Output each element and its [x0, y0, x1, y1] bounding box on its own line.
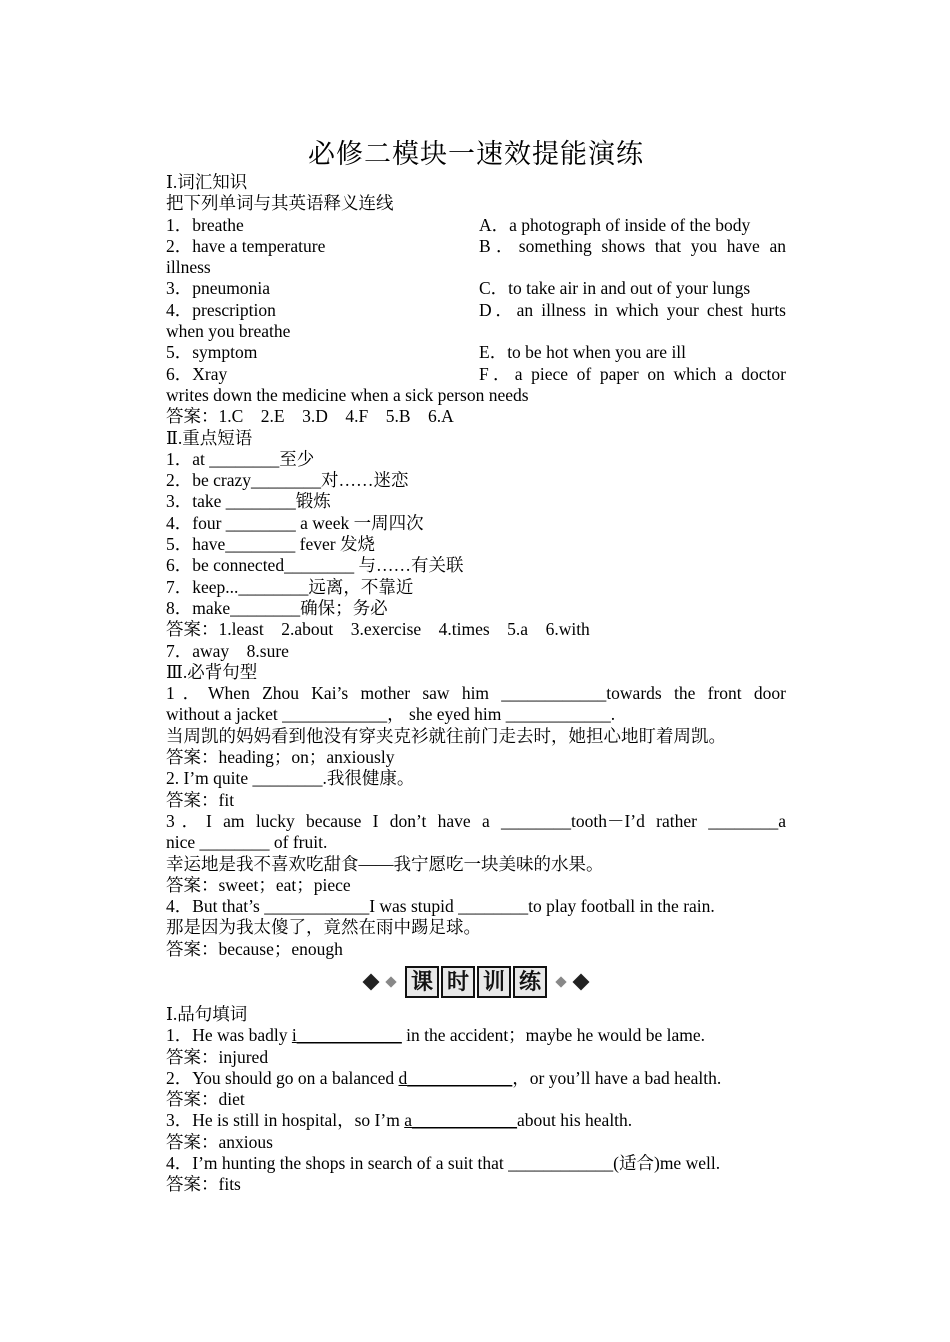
diamond-icon: [385, 976, 396, 987]
vocab-row: [166, 215, 786, 236]
phrase-item: 2．be crazy________对……迷恋: [166, 470, 409, 491]
lesson-practice-banner: [166, 960, 786, 1004]
sentence-answer: 答案：fit: [166, 789, 235, 810]
section-heading-phrases: Ⅱ.重点短语: [166, 427, 253, 448]
vocab-word: 1．breathe: [166, 214, 244, 235]
question-letter-blank: [399, 1068, 513, 1088]
phrases-answer-continued: 7．away 8.sure: [166, 640, 289, 661]
question-text: 1．He was badly: [166, 1025, 292, 1046]
document-page: [166, 136, 786, 1196]
sentence-answer: 答案：sweet；eat；piece: [166, 874, 351, 895]
hint-letter: a: [404, 1110, 412, 1131]
vocab-word: 3．pneumonia: [166, 278, 271, 299]
vocab-definition-continued: writes down the medicine when a sick person needs: [166, 384, 529, 405]
hint-letter: d: [398, 1067, 408, 1088]
section-heading-vocab: Ⅰ.词汇知识: [166, 172, 248, 192]
practice-answer: 答案：diet: [166, 1089, 245, 1110]
question-text: 3．He is still in hospital，so I’m: [166, 1110, 405, 1131]
vocab-word: 4．prescription: [166, 299, 276, 320]
vocab-row: [166, 278, 786, 299]
blank: ____________: [296, 1025, 402, 1046]
vocab-definition: B．something shows that you have an: [479, 235, 786, 256]
diamond-icon: [573, 973, 590, 990]
blank: ____________: [411, 1110, 517, 1131]
sentence-answer: 答案：heading；on；anxiously: [166, 747, 395, 768]
vocab-definition: F．a piece of paper on which a doctor: [479, 363, 786, 384]
practice-question: [166, 1110, 786, 1131]
question-letter-blank: [292, 1025, 402, 1045]
sentence-item: 3．I am lucky because I don’t have a ________tooth－I’d rather ________a: [166, 810, 786, 831]
section-heading-sentences: Ⅲ.必背句型: [166, 661, 258, 682]
sentence-translation: 当周凯的妈妈看到他没有穿夹克衫就往前门走去时，她担心地盯着周凯。: [166, 725, 726, 746]
question-text: ，or you’ll have a bad health.: [512, 1067, 722, 1088]
phrase-item: 1．at ________至少: [166, 448, 315, 469]
banner-char: 课: [405, 966, 439, 998]
blank: ____________: [407, 1067, 513, 1088]
phrases-answer: 答案：1.least 2.about 3.exercise 4.times 5.a 6.with: [166, 619, 590, 640]
question-text: about his health.: [516, 1110, 633, 1131]
sentence-translation: 幸运地是我不喜欢吃甜食——我宁愿吃一块美味的水果。: [166, 853, 604, 874]
practice-question: [166, 1025, 786, 1046]
vocab-answer: 答案：1.C 2.E 3.D 4.F 5.B 6.A: [166, 406, 454, 427]
vocab-definition: C．to take air in and out of your lungs: [479, 278, 751, 299]
phrase-item: 8．make________确保；务必: [166, 597, 388, 618]
phrase-item: 7．keep...________远离，不靠近: [166, 576, 414, 597]
phrase-item: 6．be connected________ 与……有关联: [166, 555, 464, 576]
practice-question: 4．I’m hunting the shops in search of a suit that ____________(适合)me well.: [166, 1153, 721, 1174]
vocab-word: 2．have a temperature: [166, 235, 326, 256]
vocab-definition: A．a photograph of inside of the body: [479, 214, 751, 235]
vocab-instruction: 把下列单词与其英语释义连线: [166, 193, 394, 214]
sentence-translation: 那是因为我太傻了，竟然在雨中踢足球。: [166, 917, 481, 938]
sentence-item-continued: nice ________ of fruit.: [166, 832, 328, 853]
diamond-icon: [363, 973, 380, 990]
vocab-word: 6．Xray: [166, 363, 228, 384]
vocab-definition-continued: when you breathe: [166, 321, 291, 342]
vocab-definition: E．to be hot when you are ill: [479, 342, 687, 363]
sentence-answer: 答案：because；enough: [166, 938, 343, 959]
phrase-item: 4．four ________ a week 一周四次: [166, 512, 424, 533]
practice-answer: 答案：injured: [166, 1046, 269, 1067]
practice-answer: 答案：anxious: [166, 1131, 273, 1152]
sentence-item: 1．When Zhou Kai’s mother saw him ____________towards the front door: [166, 683, 786, 704]
page-title: 必修二模块一速效提能演练: [308, 139, 644, 169]
vocab-row: [166, 300, 786, 321]
banner-char: 训: [477, 966, 511, 998]
vocab-row: [166, 342, 786, 363]
question-text: 2．You should go on a balanced: [166, 1067, 399, 1088]
banner-char: 练: [513, 966, 547, 998]
vocab-word: 5．symptom: [166, 342, 258, 363]
question-text: in the accident；maybe he would be lame.: [401, 1025, 705, 1046]
sentence-item: 4．But that’s ____________I was stupid ________to play football in the rain.: [166, 896, 715, 917]
phrase-item: 3．take ________锻炼: [166, 491, 331, 512]
sentence-item: 2. I’m quite ________.我很健康。: [166, 768, 415, 789]
section-heading-practice: Ⅰ.品句填词: [166, 1003, 248, 1024]
phrase-item: 5．have________ fever 发烧: [166, 534, 375, 555]
vocab-definition: D．an illness in which your chest hurts: [479, 299, 786, 320]
question-letter-blank: [404, 1110, 517, 1130]
vocab-definition-continued: illness: [166, 257, 211, 278]
sentence-item-continued: without a jacket ____________， she eyed him ____________.: [166, 704, 616, 725]
vocab-row: [166, 364, 786, 385]
vocab-row: [166, 236, 786, 257]
practice-answer: 答案：fits: [166, 1174, 241, 1195]
diamond-icon: [555, 976, 566, 987]
banner-text: [405, 966, 547, 998]
hint-letter: i: [291, 1025, 297, 1046]
practice-question: [166, 1068, 786, 1089]
banner-char: 时: [441, 966, 475, 998]
